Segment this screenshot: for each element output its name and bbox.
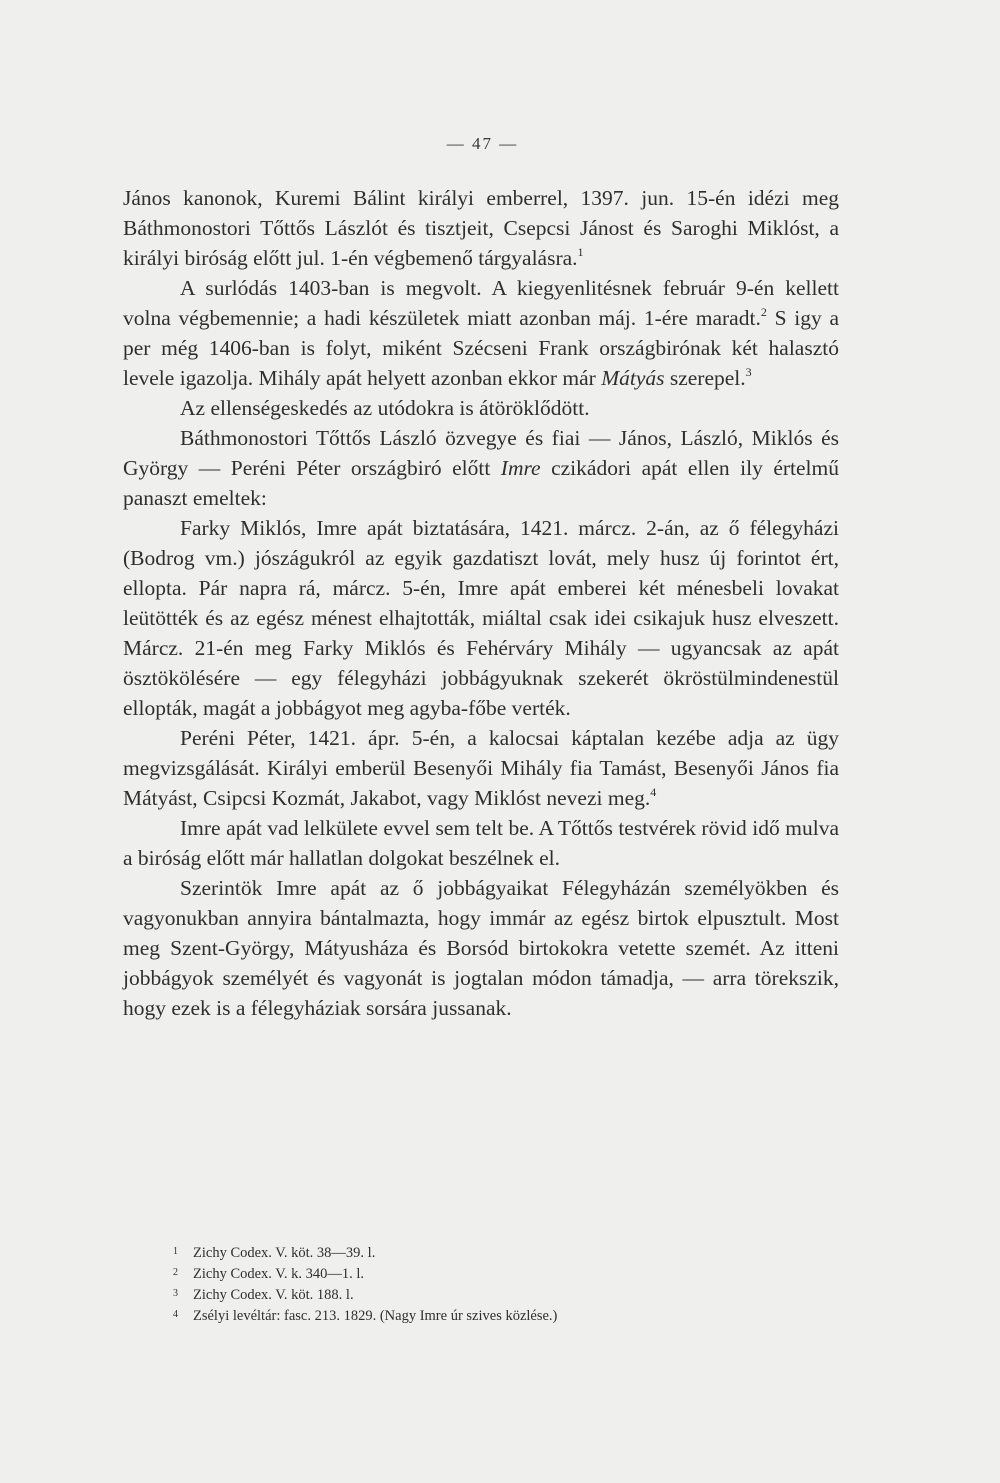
text-run: Az ellenségeskedés az utódokra is átöröklődött. — [180, 396, 590, 420]
paragraph — [123, 393, 839, 423]
paragraph — [123, 813, 839, 873]
footnote — [173, 1306, 793, 1327]
paragraph — [123, 273, 839, 393]
italic-name: Mátyás — [601, 366, 665, 390]
footnote — [173, 1264, 793, 1285]
paragraph — [123, 183, 839, 273]
text-run: szerepel. — [664, 366, 746, 390]
footnote-mark: 2 — [173, 1267, 178, 1278]
footnote-text: Zsélyi levéltár: fasc. 213. 1829. (Nagy Imre úr szives közlése.) — [193, 1308, 558, 1324]
paragraph — [123, 873, 839, 1023]
text-run: János kanonok, Kuremi Bálint királyi emberrel, 1397. jun. 15-én idézi meg Báthmonostori Tőttős Lászlót és tisztjeit, Csepcsi Jánost és Saroghi Miklóst, a királyi biróság előtt jul. 1-én végbemenő tárgyalásra. — [123, 186, 839, 270]
text-run: Peréni Péter, 1421. ápr. 5-én, a kalocsai káptalan kezébe adja az ügy megvizsgálását. Királyi emberül Besenyői Mihály fia Tamást, Besenyői János fia Mátyást, Csipcsi Kozmát, Jakabot, vagy Miklóst nevezi meg. — [123, 726, 839, 810]
text-run: czikádori apát ellen ily értelmű panaszt emeltek: — [123, 456, 839, 510]
text-run: Farky Miklós, Imre apát biztatására, 1421. márcz. 2-án, az ő félegyházi (Bodrog vm.) jószágukról az egyik gazdatiszt lovát, mely husz új forintot ért, ellopta. Pár napra rá, márcz. 5-én, Imre apát emberei két ménesbeli lovakat leütötték és az egész ménest elhajtották, miáltal csak idei csikajuk husz elveszett. Márcz. 21-én meg Farky Miklós és Fehérváry Mihály — ugyancsak az apát ösztökölésére — egy félegyházi jobbágyuknak szekerét ökröstülmindenestül ellopták, magát a jobbágyot meg agyba-főbe verték. — [123, 516, 839, 720]
footnote-ref: 2 — [760, 305, 767, 319]
paragraph — [123, 513, 839, 723]
footnotes — [173, 1243, 793, 1327]
paragraph — [123, 723, 839, 813]
text-run: Szerintök Imre apát az ő jobbágyaikat Félegyházán személyökben és vagyonukban annyira bántalmazta, hogy immár az egész birtok elpusztult. Most meg Szent-György, Mátyusháza és Borsód birtokokra vetette szemét. Az itteni jobbágyok személyét és vagyonát is jogtalan módon támadja, — arra törekszik, hogy ezek is a félegyháziak sorsára jussanak. — [123, 876, 839, 1020]
footnote-mark: 3 — [173, 1288, 178, 1299]
footnote-text: Zichy Codex. V. k. 340—1. l. — [193, 1266, 365, 1282]
text-run: S igy a per még 1406-ban is folyt, miként Szécseni Frank országbirónak két halasztó levele igazolja. Mihály apát helyett azonban ekkor már — [123, 306, 839, 390]
footnote-text: Zichy Codex. V. köt. 38—39. l. — [193, 1245, 376, 1261]
page-number: — 47 — — [446, 134, 519, 153]
text-run: A surlódás 1403-ban is megvolt. A kiegyenlitésnek február 9-én kellett volna végbemennie; a hadi készületek miatt azonban máj. 1-ére maradt. — [123, 276, 839, 330]
footnote-ref: 4 — [650, 785, 657, 799]
footnote-text: Zichy Codex. V. köt. 188. l. — [193, 1287, 354, 1303]
footnote-ref: 3 — [745, 365, 752, 379]
text-run: Imre apát vad lelkülete evvel sem telt be. A Tőttős testvérek rövid idő mulva a biróság előtt már hallatlan dolgokat beszélnek el. — [123, 816, 839, 870]
footnote-ref: 1 — [577, 245, 584, 259]
italic-name: Imre — [500, 456, 541, 480]
footnote — [173, 1243, 793, 1264]
paragraph — [123, 423, 839, 513]
footnote-mark: 1 — [173, 1246, 178, 1257]
text-run: Báthmonostori Tőttős László özvegye és fiai — János, László, Miklós és György — Peréni Péter országbiró előtt — [123, 426, 839, 480]
footnote — [173, 1285, 793, 1306]
footnote-mark: 4 — [173, 1309, 178, 1320]
body-text — [123, 183, 839, 1023]
